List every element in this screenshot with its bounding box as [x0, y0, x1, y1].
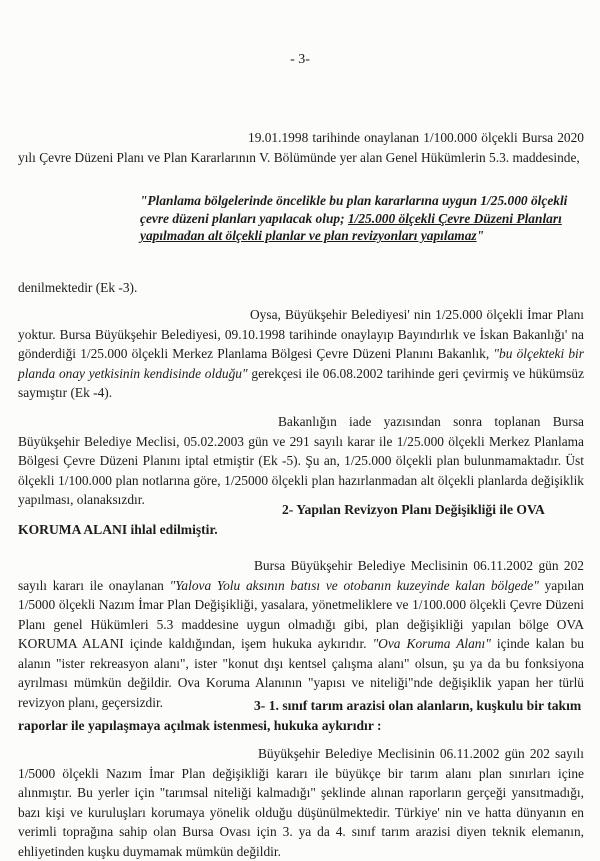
quote-underlined-text: 1/25.000 ölçekli Çevre Düzeni Planları yapılmadan alt ölçekli planlar ve plan revizyonları yapılamaz [140, 210, 562, 243]
paragraph-2-italic: "bu ölçekteki bir planda onay yetkisinin kendisinde olduğu" [18, 346, 584, 381]
paragraph-4-text-c: içinde kalan bu alanın "ister rekreasyon alanı", ister "konut dışı kentsel çalışma alanı" olsun, şu ya da bu fonksiyona ayrılması mümkün değildir. Ova Koruma Alanının "yapısı ve niteliği"nde değişiklik yapan her türlü revizyon planı, geçersizdir. [18, 636, 584, 710]
paragraph-5 [18, 744, 584, 861]
paragraph-2 [18, 305, 584, 403]
heading-3-text: 3- 1. sınıf tarım arazisi olan alanların, kuşkulu bir takım raporlar ile yapılaşmaya açılmak istenmesi, hukuka aykırıdır : [18, 698, 582, 733]
paragraph-4-italic-2: "Ova Koruma Alanı" [372, 636, 491, 651]
paragraph-4-text-b: yapılan 1/5000 ölçekli Nazım İmar Plan Değişikliği, yasalara, yönetmeliklere ve 1/100.000 ölçekli Çevre Düzeni Planı genel Hükümleri 5.3 maddesine uygun olmadığı gibi, plan değişikliği yapılan bölge OVA KORUMA ALANI içinde kaldığından, işem hukuka aykırıdır. [18, 577, 584, 651]
heading-3 [18, 696, 584, 736]
heading-2-text: 2- Yapılan Revizyon Planı Değişikliği ile OVA KORUMA ALANI ihlal edilmiştir. [18, 502, 545, 537]
paragraph-4 [18, 556, 584, 712]
paragraph-3 [18, 412, 584, 510]
heading-2 [18, 500, 584, 540]
page-number: - 3- [290, 52, 310, 67]
paragraph-2-text-a: Oysa, Büyükşehir Belediyesi' nin 1/25.000 ölçekli İmar Planı yoktur. Bursa Büyükşehir Belediyesi, 09.10.1998 tarihinde onaylayıp Bayındırlık ve İskan Bakanlığı' na gönderdiği 1/25.000 ölçekli Merkez Planlama Bölgesi Çevre Düzeni Planını Bakanlık, [18, 307, 584, 361]
quoted-provision [140, 192, 584, 245]
paragraph-1-tail: denilmektedir (Ek -3). [18, 280, 138, 295]
quote-plain-text: "Planlama bölgelerinde öncelikle bu plan kararlarına uygun 1/25.000 ölçekli çevre düzeni planları yapılacak olup; [140, 193, 568, 226]
paragraph-3-text: Bakanlığın iade yazısından sonra toplanan Bursa Büyükşehir Belediye Meclisi, 05.02.2003 gün ve 291 sayılı karar ile 1/25.000 ölçekli Merkez Planlama Bölgesi Çevre Düzeni Planını iptal etmiştir (Ek -5). Şu an, 1/25.000 ölçekli plan bulunmamaktadır. Üst ölçekli 1/100.000 plan notlarına göre, 1/25000 ölçekli plan hazırlanmadan alt ölçekli planlarda değişiklik yapılması, olanaksızdır. [18, 414, 584, 507]
quote-closing-mark: " [476, 228, 485, 243]
paragraph-2-text-b: gerekçesi ile 06.08.2002 tarihinde geri çevirmiş ve hükümsüz saymıştır (Ek -4). [18, 365, 585, 400]
paragraph-1 [18, 128, 584, 167]
paragraph-1-text: 19.01.1998 tarihinde onaylanan 1/100.000 ölçekli Bursa 2020 yılı Çevre Düzeni Planı ve Plan Kararlarının V. Bölümünde yer alan Genel Hükümlerin 5.3. maddesinde, [18, 130, 584, 165]
paragraph-4-text-a: Bursa Büyükşehir Belediye Meclisinin 06.11.2002 gün 202 sayılı kararı ile onaylanan [18, 558, 584, 593]
paragraph-4-italic-1: "Yalova Yolu aksının batısı ve otobanın kuzeyinde kalan bölgede" [169, 577, 539, 593]
paragraph-5-text: Büyükşehir Belediye Meclisinin 06.11.2002 gün 202 sayılı 1/5000 ölçekli Nazım İmar Plan değişikliği kararı ile büyükçe bir tarım alanı plan sınırları içine alınmıştır. Bu yerler için "tarımsal niteliği kalmadığı" şeklinde alınan raporların gerçeği yansıtmadığı, bazı kişi ve kuruluşları korumaya yönelik olduğu düşünülmektedir. Türkiye' nin ve hatta dünyanın en verimli toprağına sahip olan Bursa Ovası için 3. ya da 4. sınıf tarım arazisi diyen teknik elemanın, ehliyetinden kuşku duymamak mümkün değildir. [18, 746, 584, 859]
